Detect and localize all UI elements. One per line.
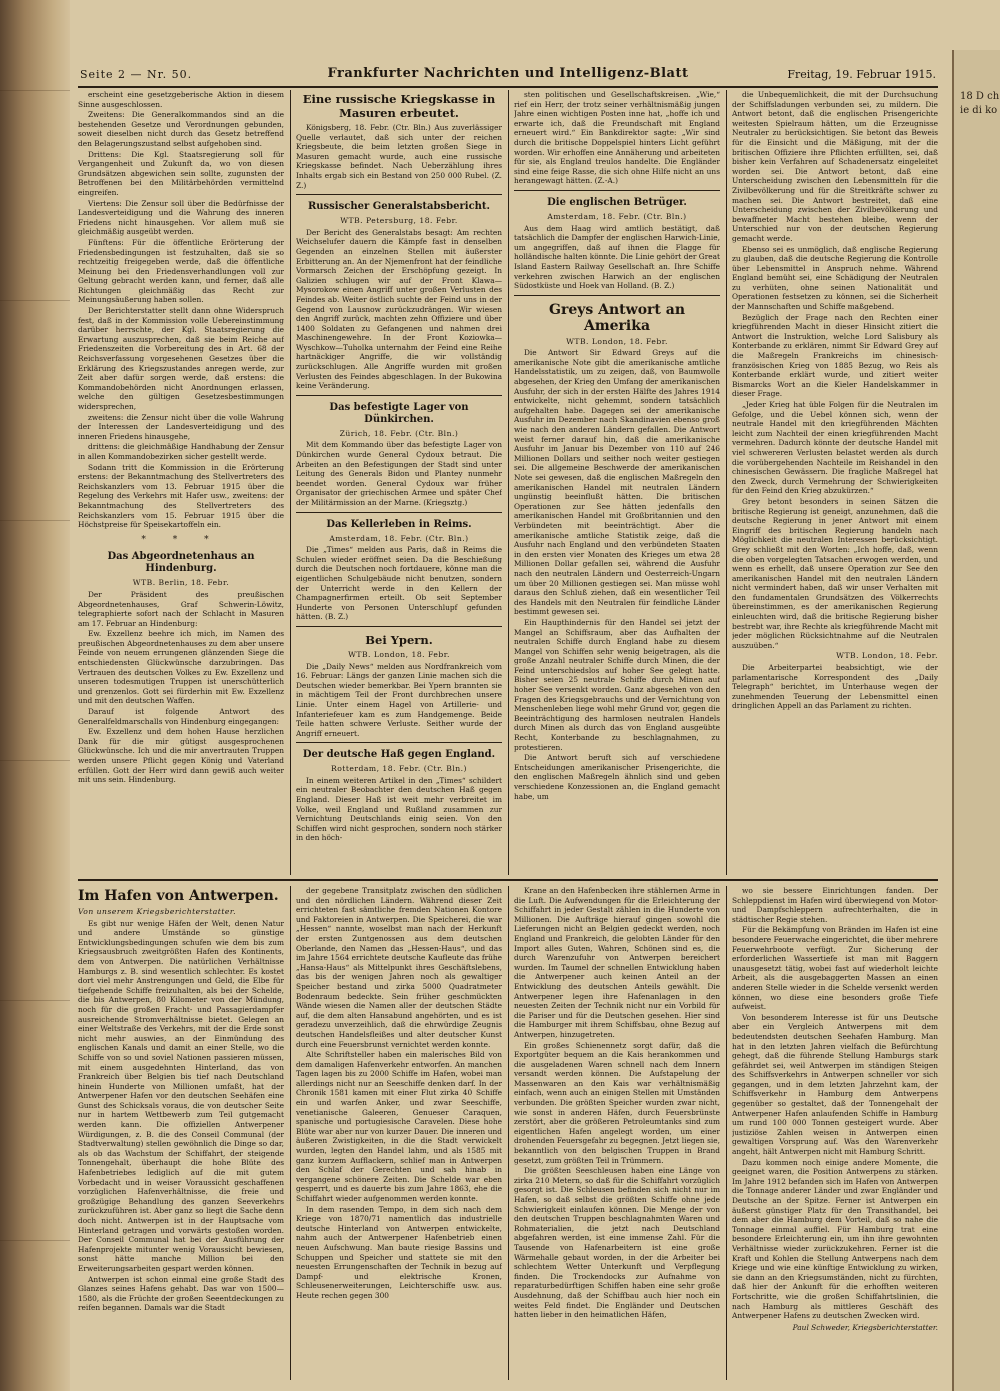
paragraph: Darauf ist folgende Antwort des Generalfeldmarschalls von Hindenburg eingegangen:	[78, 707, 284, 726]
article-headline: Eine russische Kriegskasse in Masuren erbeutet.	[302, 92, 496, 120]
paragraph: Von besonderem Interesse ist für uns Deutsche aber ein Vergleich Antwerpens mit dem bedeutendsten deutschen Seehafen Hamburg. Man hat in den letzten Jahren vielfach die Befürchtung gehegt, daß die führende Stellung Hamburgs stark gefährdet sei, weil Antwerpen im ständigen Steigen des Schiffsverkehrs in Antwerpen schneller vor sich gegangen, und in dem letzten Jahrzehnt kam, der Schiffsverkehr in Hamburg dem Antwerpens gegenüber so gestaltet, daß der Tonnengehalt der Antwerpener Hafen anlaufenden Schiffe in Hamburg um rund 100 000 Tonnen gesteigert wurde. Aber justiziöse Zahlen weisen in Antwerpen einen gewaltigen Vorsprung auf. Was den Warenverkehr angeht, hält Antwerpen nicht mit Hamburg Schritt.	[732, 1012, 938, 1157]
paragraph: Ein großes Schienennetz sorgt dafür, daß die Exportgüter bequem an die Kais herankommen und die ausgeladenen Waren schnell nach dem Innern versandt werden können. Die Aufstapelung der Massenwaren an den Kais war verhältnismäßig einfach, wenn auch an einigen Stellen mit Umständen verbunden. Die größten Speicher wurden zwar nicht, wie sonst in anderen Häfen, durch Feuersbrünste zerstört, aber die größeren Petroleumtanks sind zum eigentlichen Hafen angelegt worden, um einer drohenden Feuersgefahr zu begegnen. Jetzt liegen sie, bekanntlich von den belgischen Truppen in Brand gesetzt, zum größten Teil in Trümmern.	[514, 1040, 720, 1165]
paragraph: In einem weiteren Artikel in den „Times“ schildert ein neutraler Beobachter den deutschen Haß gegen England. Dieser Haß ist weit mehr verbreitet im Volke, weil England und Rußland zusammen zur Vernichtung Deutschlands einig seien. Von den Schiffen wird nicht gesprochen, sondern noch stärker in den höch-	[296, 775, 502, 843]
article-headline: Die englischen Betrüger.	[547, 196, 687, 208]
article-headline: Das befestigte Lager von Dünkirchen.	[329, 401, 469, 425]
feature-column-3	[514, 886, 720, 1380]
paragraph: Krane an den Hafenbecken ihre stählernen Arme in die Luft. Die Aufwendungen für die Erleichterung der Schiffahrt in jeder Gestalt zählen in die Hunderte von Millionen. Die Aufträge hierauf gingen sowohl die Lieferungen nicht an Belgien gedeckt werden, noch England und Frankreich, die gelobten Länder für den Import alles Guten, Wahren, Schönen sind es, die durch Warenzufuhr von Antwerpen bereichert wurden. Im Taumel der schnellen Entwicklung haben die Antwerpener auch keinen Anteil an der Entwicklung des deutschen Anteils gewählt. Die Antwerpener legen ihre Hafenanlagen in den neuesten Zeiten der Technik nicht nur ein Vorbild für die Pariser und für die Deutschen gesehen. Hier sind die Hamburger mit ihrem Schiffsbau, ohne Bezug auf Antwerpen, hinzugetreten.	[514, 886, 720, 1039]
paragraph: Der Präsident des preußischen Abgeordnetenhauses, Graf Schwerin-Löwitz, telegraphierte sofort nach der Schlacht in Masuren am 17. Februar an Hindenburg:	[78, 589, 284, 628]
feature-column-4	[732, 886, 938, 1380]
paragraph: der gegebene Transitplatz zwischen den südlichen und den nördlichen Ländern. Während dieser Zeit errichteten fast sämtliche fremden Nationen Kontore und Faktoreien in Antwerpen. Die Speicherei, die war „Hessen“ nannte, woselbst man nach der Herkunft der ersten Zuntgenossen aus dem deutschen Oberlande, den Namen das „Hessen-Haus“, und das im Jahre 1564 errichtete deutsche Kaufleute das frühe „Hansa-Haus“ als Mittelpunkt ihres Geschäftslebens, das bis der wenigen Jahren noch als gewaltiger Speicher bestand und zirka 5000 Quadratmeter Bodenraum bedeckte. Sein früher geschmückten Wände wiesen die Namen aller der deutschen Städte auf, die dem alten Hansabund angehörten, und es ist geradezu unverzeihlich, daß die ehrwürdige Zeugnis deutschen Handelsfleißes und alter deutscher Kunst durch eine Feuersbrunst vernichtet werden konnte.	[296, 886, 502, 1049]
paragraph: „Jeder Krieg hat üble Folgen für die Neutralen im Gefolge, und die Uebel können sich, wenn der neutrale Handel mit den kriegführenden Mächten leicht zum Nachteil der einen kriegführenden Macht vermehren. Dadurch könnte der deutsche Handel mit viel schwereren Verlusten belastet werden als durch die vorübergehenden Nachteile im Reishandel in den chinesischen Gewässern. Die fragliche Maßregel hat den Zweck, durch Vermehrung der Schwierigkeiten für den Feind den Krieg abzukürzen.“	[732, 400, 938, 496]
paragraph: Bezüglich der Frage nach den Rechten einer kriegführenden Macht in dieser Hinsicht zitiert die Antwort die Instruktion, welche Lord Salisbury als Konterbande zu erklären, nimmt Sir Edward Grey auf die Maßregeln Frankreichs im chinesisch-französischen Krieg von 1885 Bezug, wo Reis als Konterbande erklärt wurde, und zitiert weiter Bismarcks Wort an die Kieler Handelskammer in dieser Frage.	[732, 312, 938, 399]
author-signature: Paul Schweder, Kriegsberichterstatter.	[792, 1322, 938, 1332]
section-divider: * * *	[141, 534, 221, 545]
feature-column-2	[296, 886, 502, 1380]
dateline: Amsterdam, 18. Febr. (Ctr. Bln.)	[329, 533, 469, 543]
masthead	[78, 64, 938, 88]
paragraph: Die „Daily News“ melden aus Nordfrankreich vom 16. Februar: Längs der ganzen Linie machen sich die Deutschen wieder bemerkbar. Bei Ypern brannten sie in mächtigem Teil der Front durchbrechen unsere Linie. Unter einem Hagel von Artillerie- und Infanteriefeuer kam es zum Handgemenge. Beide Teile hatten schwere Verluste. Seither wurde der Angriff erneuert.	[296, 661, 502, 738]
feature-column-1	[78, 886, 284, 1380]
paragraph: Antwerpen ist schon einmal eine große Stadt des Glanzes seines Hafens gehabt. Das war von 1500—1580, als die Früchte der großen Seeentdeckungen zu reifen begannen. Damals war die Stadt	[78, 1274, 284, 1313]
column-2	[296, 90, 502, 875]
paragraph: Ein Haupthindernis für den Handel sei jetzt der Mangel an Schiffsraum, aber das Aufhalten der neutralen Schiffe durch England habe zu diesem Mangel von Schiffen sehr wenig beigetragen, als die große Anzahl neutraler Schiffe durch Minen, die der Feind unterschiedslos auf hoher See gelegt hatte. Bisher seien 25 neutrale Schiffe durch Minen auf hoher See versenkt worden. Ganz abgesehen von den Fragen des Kriegsgebrauchs und der Vernichtung von Menschenleben liege wohl mehr Grund vor, gegen die Beeinträchtigung des harmlosen neutralen Handels durch Minen als durch das von England ausgeübte Recht, Konterbande zu beschlagnahmen, zu protestieren.	[514, 617, 720, 752]
column-3	[514, 90, 720, 875]
article-headline: Greys Antwort an Amerika	[549, 301, 685, 334]
issue-date: Freitag, 19. Februar 1915.	[787, 68, 936, 81]
column-rule	[508, 90, 509, 875]
column-4	[732, 90, 938, 875]
paragraph: Der Bericht des Generalstabs besagt: Am rechten Weichselufer dauern die Kämpfe fast in denselben Gegenden an einzelnen Stellen mit äußerster Erbitterung an. An der Njemenfront hat der feindliche Vormarsch Zeichen der Erschöpfung gezeigt. In Galizien schlugen wir auf der Front Klawa—Mysorokow einen Angriff unter großen Verlusten des Feindes ab. Weiter östlich suchte der Feind uns in der Gegend von Lausnow zurückzudrängen. Wir wiesen den Angriff zurück, machten zehn Offiziere und über 1400 Soldaten zu Gefangenen und nahmen drei Maschinengewehre. In der Front Koziowka—Wyschkow—Tuholka unternahm der Feind eine Reihe hartnäckiger Angriffe, die wir vollständig zurückschlugen. Alle Angriffe wurden mit großen Verlusten des Feindes abgeschlagen. In der Bukowina keine Veränderung.	[296, 227, 502, 391]
paragraph: Dazu kommen noch einige andere Momente, die geeignet waren, die Position Antwerpens zu stärken. Im Jahre 1912 befanden sich im Hafen von Antwerpen die Tonnage anderer Länder und zwar Engländer und Deutsche an der Spitze. Ferner ist Antwerpen ein äußerst günstiger Platz für den Transithandel, bei dem aber die Hamburg dem Vorteil, daß so nahe die Tonnage einmal auffiel. Für Hamburg trat eine besondere Erleichterung ein, um ihn ihre gewohnten Verhältnisse wieder zurückzukehren. Ferner ist die Kraft und Kohlen die Stellung Antwerpens nach dem Kriege und wie eine künftige Entwicklung zu wirken, sie dann an den Kriegsumständen, nicht zu fürchten, daß hier der Ankunft für die erhofften weiteren Fortschritte, wie die großen Schiffahrtslinien, die nach Hamburg als mittleres Geschäft des Antwerpener Hafens zu deutschen Zwecken wird.	[732, 1157, 938, 1321]
paragraph: Zweitens: Die Generalkommandos sind an die bestehenden Gesetze und Verordnungen gebunden, soweit dieselben nicht durch das Gesetz betreffend den Belagerungszustand selbst aufgehoben sind.	[78, 110, 284, 148]
paragraph: Die Antwort beruft sich auf verschiedene Entscheidungen amerikanischer Prisengerichte, die den englischen Maßregeln ähnlich sind und geben verschiedene Konzessionen an, die England gemacht habe, um	[514, 753, 720, 801]
dateline: WTB. London, 18. Febr.	[836, 651, 938, 661]
paragraph: In dem rasenden Tempo, in dem sich nach dem Kriege von 1870/71 namentlich das industrielle deutsche Hinterland von Antwerpen entwickelte, nahm auch der Antwerpener Hafenbetrieb einen neuen Aufschwung. Man baute riesige Bassins und Schuppen und Speicher und stattete sie mit den neuesten Errungenschaften der Technik in bezug auf Dampf- und elektrische Kronen, Schleusenerweiterungen, Leichterschiffe usw. aus. Heute rechen gegen 300	[296, 1204, 502, 1300]
article-headline: Russischer Generalstabsbericht.	[307, 201, 491, 213]
paragraph: Die größten Seeschleusen haben eine Länge von zirka 210 Metern, so daß für die Schiffahrt vorzüglich gesorgt ist. Die Schleusen befinden sich nicht nur im Hafen, so daß selbst die größten Schiffe ohne jede Schwierigkeit einlaufen können. Die Menge der von den deutschen Truppen beschlagnahmten Waren und Rohmaterialien, die jetzt nach Deutschland abgefahren werden, ist eine immense Zahl. Für die Tausende von Hafenarbeitern ist eine große Wärmehalle gebaut worden, in der die Arbeiter bei schlechtem Wetter Unterkunft und Verpflegung finden. Die Trockendocks zur Aufnahme von reparaturbedürftigen Schiffen haben eine sehr große Ausdehnung, daß der Schiffbau auch hier noch ein weites Feld findet. Die Engländer und Deutschen hatten lieber in den heimatlichen Häfen,	[514, 1166, 720, 1320]
paragraph: erscheint eine gesetzgeberische Aktion in diesem Sinne ausgeschlossen.	[78, 90, 284, 109]
paragraph: Viertens: Die Zensur soll über die Bedürfnisse der Landesverteidigung und die Wahrung des inneren Friedens nicht hinausgehen. Vor allem muß sie gleichmäßig ausgeübt werden.	[78, 198, 284, 237]
paragraph: Für die Bekämpfung von Bränden im Hafen ist eine besondere Feuerwache eingerichtet, die über mehrere Feuerwehrboote verfügt. Zur Sicherung der erforderlichen Wassertiefe ist man mit Baggern unausgesetzt tätig, wobei fast auf wiederholt leichte Arbeit, als die ausgebaggerten Massen an einen anderen Stelle wieder in die Schelde versenkt werden können, wo diese eine besonders große Tiefe aufweist.	[732, 925, 938, 1012]
paragraph: Die Antwort Sir Edward Greys auf die amerikanische Note gibt die amerikanische amtliche Handelsstatistik, um zu zeigen, daß, von Baumwolle abgesehen, der Krieg den Umfang der amerikanischen Ausfuhr, der sich in der ersten Hälfte des Jahres 1914 entwickelte, nicht gehemmt, sondern tatsächlich aufgehalten habe. Dagegen sei der amerikanische Ausfuhr im Dezember nach Skandinavien ebenso groß wie nach den anderen Ländern gefallen. Die Antwort weist ferner darauf hin, daß die amerikanische Ausfuhr im Januar bis Dezember von 110 auf 246 Millionen Dollars und seither noch weiter gestiegen sei. Die allgemeine Beschwerde der amerikanischen Note sei gewesen, daß die englischen Maßregeln den amerikanischen Handel mit neutralen Ländern ungünstig beeinflußt hätten. Die britischen Operationen zur See hätten jedenfalls den amerikanischen Handel mit Großbritannien und den Verbündeten mit beeinträchtigt. Aber die amerikanische amtliche Statistik zeige, daß die Ausfuhr nach England und den verbündeten Staaten in den ersten vier Monaten des Krieges um etwa 28 Millionen Dollar gefallen sei, während die Ausfuhr nach den neutralen Ländern und Oesterreich-Ungarn um über 20 Millionen gestiegen sei. Man müsse wohl daraus den Schluß ziehen, daß ein wesentlicher Teil des Handels mit den Neutralen für feindliche Länder bestimmt gewesen sei.	[514, 348, 720, 617]
article-headline: Das Abgeordnetenhaus an Hindenburg.	[107, 551, 255, 575]
column-rule	[726, 90, 727, 875]
article-headline: Das Kellerleben in Reims.	[326, 518, 472, 530]
page-content	[78, 64, 938, 1380]
article-headline: Bei Ypern.	[365, 632, 433, 647]
column-rule	[290, 90, 291, 875]
paragraph: Königsberg, 18. Febr. (Ctr. Bln.) Aus zuverlässiger Quelle verlautet, daß sich unter der reichen Kriegsbeute, die beim letzten großen Siege in Masuren gemacht wurde, auch eine russische Kriegskasse befindet. Nach Ueberzählung ihres Inhalts ergab sich ein Bestand von 250 000 Rubel. (Z. Z.)	[296, 123, 502, 190]
paragraph: Ew. Exzellenz beehre ich mich, im Namen des preußischen Abgeordnetenhauses zu dem aber unsere Feinde von neuem errungenen glänzenden Siege die entschiedensten Glückwünsche darzubringen. Das Vertrauen des deutschen Volkes zu Ew. Exzellenz und unseren todesmutigen Truppen ist unerschütterlich und grenzenlos. Gott sei fürderhin mit Ew. Exzellenz und mit den deutschen Waffen.	[78, 629, 284, 706]
book-spine	[0, 0, 70, 1391]
section-rule	[78, 879, 938, 881]
paragraph: sten politischen und Gesellschaftskreisen. „Wie,“ rief ein Herr, der trotz seiner verhältnismäßig jungen Jahre einen wichtigen Posten inne hat, „hoffe ich und erwarte ich, daß die Freundschaft mit England erneuert wird.“ Ein Bankdirektor sagte: „Wir sind durch die britische Doppelspiel hinters Licht geführt worden. Wir erhoffen eine Annäherung und arbeiteten für sie, als England treulos handelte. Die Engländer sind eine feige Rasse, die sich ohne Hilfe nicht an uns herangewagt hätten. (Z.-A.)	[514, 90, 720, 186]
dateline: Amsterdam, 18. Febr. (Ctr. Bln.)	[547, 211, 687, 221]
dateline: WTB. London, 18. Febr.	[566, 336, 668, 346]
byline: Von unserem Kriegsberichterstatter.	[78, 907, 237, 916]
dateline: WTB. Berlin, 18. Febr.	[132, 578, 230, 588]
paragraph: Ebenso sei es unmöglich, daß englische Regierung zu glauben, daß die deutsche Regierung die Kontrolle über Lebensmittel in Anspruch nehme. Während England bemüht sei, eine Schädigung der Neutralen zu verhüten, ohne seinen Nationalität und Operationen festsetzen zu können, sei die Sicherheit der Mannschaften und Schiffe maßgebend.	[732, 244, 938, 312]
page-number: Seite 2 — Nr. 50.	[80, 68, 193, 81]
column-rule	[508, 886, 509, 1380]
paragraph: Mit dem Kommando über das befestigte Lager von Dünkirchen wurde General Cydoux betraut. Die Arbeiten an den Befestigungen der Stadt sind unter Leitung des Generals Bidon und Plantey nunmehr beendet worden. General Cydoux war früher Organisator der griechischen Armee und später Chef der Militärmission an der Marne. (Kriegsztg.)	[296, 440, 502, 507]
paragraph: zweitens: die Zensur nicht über die volle Wahrung der Interessen der Landesverteidigung und des inneren Friedens hinausgehe,	[78, 412, 284, 441]
paragraph: Grey betont besonders in seinen Sätzen die britische Regierung ist geneigt, anzunehmen, daß die deutsche Regierung in jener Antwort mit einem Eingriff des britischen Regierung handeln nach Möglichkeit die neutralen Interessen berücksichtigt. Grey schließt mit den Worten: „Ich hoffe, daß, wenn die oben vorgelegten Tatsachen erwogen werden, und wenn es erhellt, daß unsere Operation zur See den amerikanischen Handel mit den neutralen Ländern nicht vermindert haben, daß wir unser Verhalten mit den fundamentalen Grundsätzen des Völkerrechts übereinstimmen, es der amerikanischen Regierung einleuchten wird, daß die britische Regierung bisher bestrebt war, ihre Rechte als kriegführende Macht mit jeder möglichen Rücksichtnahme auf die Neutralen auszuüben.“	[732, 496, 938, 650]
column-1	[78, 90, 284, 875]
paragraph: Die Arbeiterpartei beabsichtigt, wie der parlamentarische Korrespondent des „Daily Telegraph“ berichtet, im Unterhause wegen der zunehmenden Teuerung der Lebensmittel einen dringlichen Appell an das Parlament zu richten.	[732, 663, 938, 711]
paragraph: Die „Times“ melden aus Paris, daß in Reims die Schulen wieder eröffnet seien. Da die Beschießung durch die Deutschen noch fortdauere, könne man die eigentlichen Schulgebäude nicht benutzen, sondern der Unterricht werde in den Kellern der Champagnerfirmen erteilt. Ob seit September Hunderte von Personen Unterschlupf gefunden hätten. (B. Z.)	[296, 545, 502, 622]
adjacent-page-edge	[952, 50, 1000, 1391]
paragraph: drittens: die gleichmäßige Handhabung der Zensur in allen Kommandobezirken sicher gestellt werde.	[78, 442, 284, 461]
paragraph: Alte Schriftsteller haben ein malerisches Bild von dem damaligen Hafenverkehr entworfen. An manchen Tagen lagen bis zu 2000 Schiffe im Hafen, wobei man allerdings nicht nur an Seeschiffe denken darf. In der Chronik 1581 kamen mit einer Flut zirka 40 Schiffe ein und warfen Anker, und zwar Seeschiffe, venetianische Galeeren, Genueser Caraquen, spanische und portugiesische Caravelen. Diese hohe Blüte war aber nur von kurzer Dauer. Die inneren und äußeren Zwistigkeiten, in die die Stadt verwickelt wurden, legten den Handel lahm, und als 1585 mit ganz kurzem Aufflackern, schlief man in Antwerpen den Schlaf der Gerechten und sah hinab in vergangene schönere Zeiten. Die Schelde war eben gesperrt, und es dauerte bis zum Jahre 1863, ehe die Schiffahrt wieder aufgenommen werden konnte.	[296, 1050, 502, 1203]
feature-headline: Im Hafen von Antwerpen.	[78, 888, 279, 904]
paragraph: Ew. Exzellenz und dem hohen Hause herzlichen Dank für die mir gütigst ausgesprochenen Glückwünsche. Ich und die mir anvertrauten Truppen werden unsere Pflicht gegen König und Vaterland erfüllen. Gott der Herr wird dann gewiß auch weiter mit uns sein. Hindenburg.	[78, 727, 284, 785]
paragraph: Es gibt nur wenige Häfen der Welt, denen Natur und andere Umstände so günstige Entwicklungsbedingungen schufen wie dem bis zum Kriegsausbruch zweitgrößten Hafen des Kontinents, dem von Antwerpen. Die natürlichen Verhältnisse Hamburgs z. B. sind wesentlich schlechter. Es kostet dort viel mehr Anstrengungen und Geld, die Elbe für tiefgehende Schiffe freizuhalten, als bei der Schelde, die bis Antwerpen, 80 Kilometer von der Mündung, noch für die großen Fracht- und Passagierdampfer ausreichende Stromverhältnisse bietet. Gelegen an einer Weltstraße des Verkehrs, mit der die Erde sonst nicht mehr auswies, an der Einmündung des englischen Kanals und damit an einer Stelle, wo die Schiffe von so und soviel Nationen passieren müssen, mit einem ausgedehnten Hinterland, das von Frankreich über Belgien bis tief nach Deutschland hinein Hunderte von Millionen umfaßt, hat der Antwerpener Hafen vor den deutschen Seehäfen eine Gunst des Schicksals voraus, die von deutscher Seite nur in hartem Wettbewerb zum Teil gutgemacht werden kann. Die offiziellen Antwerpener Würdigungen, z. B. die des Conseil Communal (der Stadtverwaltung) stellen gewöhnlich die Dinge so dar, als ob das Wachstum der Schiffahrt, der steigende Tonnengehalt, überhaupt die hohe Blüte des Hafenbetriebes lediglich auf die mit gutem Vorbedacht und in weiser Voraussicht geschaffenen vorzüglichen Hafenverhältnisse, die freie und großzügige Behandlung des ganzen Seeverkehrs zurückzuführen ist. Aber ganz so liegt die Sache denn doch nicht. Antwerpen ist in der Hauptsache vom Hinterland getragen und vorwärts gestoßen worden. Der Conseil Communal hat bei der Ausführung der Hafenprojekte mitunter wenig Voraussicht bewiesen, sonst hätte manche Million bei den Erweiterungsarbeiten gespart werden können.	[78, 918, 284, 1273]
column-rule	[726, 886, 727, 1380]
paragraph: wo sie bessere Einrichtungen fanden. Der Schleppdienst im Hafen wird überwiegend von Motor- und Dampfschleppern aufrechterhalten, die in städtischer Regie stehen.	[732, 886, 938, 924]
dateline: WTB. Petersburg, 18. Febr.	[340, 216, 458, 226]
paragraph: Der Berichterstatter stellt dann ohne Widerspruch fest, daß in der Kommission volle Uebereinstimmung darüber herrschte, der Kgl. Staatsregierung die Erwartung auszusprechen, daß sie beim Reiche auf Friedenszeiten die Vorbereitung des in Art. 68 der Reichsverfassung vorgesehenen Gesetzes über die Erklärung des Kriegszustandes anregen werde, zur Zeit aber dafür sorgen werde, daß erstens: die Kommandobehörden nicht Anordnungen erlassen, welche den gültigen Gesetzesbestimmungen widersprechen,	[78, 306, 284, 411]
dateline: Rotterdam, 18. Febr. (Ctr. Bln.)	[331, 764, 467, 774]
paragraph: Sodann tritt die Kommission in die Erörterung erstens: der Bekanntmachung des Stellvertreters des Reichskanzlers vom 13. Februar 1915 über die Regelung des Verkehrs mit Hafer usw., zweitens: der Bekanntmachung des Stellvertreters des Reichskanzlers vom 15. Februar 1915 über die Höchstpreise für Speisekartoffeln ein.	[78, 462, 284, 530]
newspaper-title: Frankfurter Nachrichten und Intelligenz-Blatt	[327, 66, 689, 81]
paragraph: Fünftens: Für die öffentliche Erörterung der Friedensbedingungen ist festzuhalten, daß sie so rechtzeitig freigegeben werde, daß die öffentliche Meinung bei den Friedensverhandlungen voll zur Geltung gebracht werden kann, und ferner, daß alle Richtungen gleichmäßig das Recht zur Meinungsäußerung haben sollen.	[78, 237, 284, 305]
paragraph: Drittens: Die Kgl. Staatsregierung soll für Vergangenheit und Zukunft da, wo von diesen Grundsätzen abgewichen sein sollte, zugunsten der Betroffenen bei den Militärbehörden vermittelnd eingreifen.	[78, 149, 284, 197]
article-headline: Der deutsche Haß gegen England.	[302, 749, 496, 761]
adjacent-page-text: 18 D ch ie di ko	[960, 91, 1000, 116]
column-rule	[290, 886, 291, 1380]
paragraph: Aus dem Haag wird amtlich bestätigt, daß tatsächlich die Dampfer der englischen Harwich-Linie, um angegriffen, daß auf ihnen die Flagge für holländische halten könnte. Die Linie gehört der Great Island Eastern Railway Gesellschaft an. Ihre Schiffe verkehren zwischen Harwich an der englischen Südostküste und Hoek van Holland. (B. Z.)	[514, 223, 720, 291]
dateline: WTB. London, 18. Febr.	[348, 649, 450, 659]
paragraph: die Unbequemlichkeit, die mit der Durchsuchung der Schiffsladungen verbunden sei, zu mildern. Die Antwort betont, daß die englischen Prisengerichte weitesten Spielraum hätten, um die Erzeugnisse Neutraler zu berücksichtigen. Sie betont das Beweis für die Einsicht und die Mäßigung, mit der die britischen Offiziere ihre Pflichten erfüllten, sei, daß bisher kein Verfahren auf Schadenersatz eingeleitet worden sei. Die Antwort betont, daß eine Unterscheidung zwischen den Lebensmitteln für die Zivilbevölkerung und für die Streitkräfte schwer zu machen sei. Die Antwort bestreitet, daß eine Unterscheidung zwischen der Zivilbevölkerung und bewaffneter Macht bestehen bleibe, wenn der Unterschied nur von der deutschen Regierung gemacht werde.	[732, 90, 938, 243]
dateline: Zürich, 18. Febr. (Ctr. Bln.)	[339, 428, 459, 438]
